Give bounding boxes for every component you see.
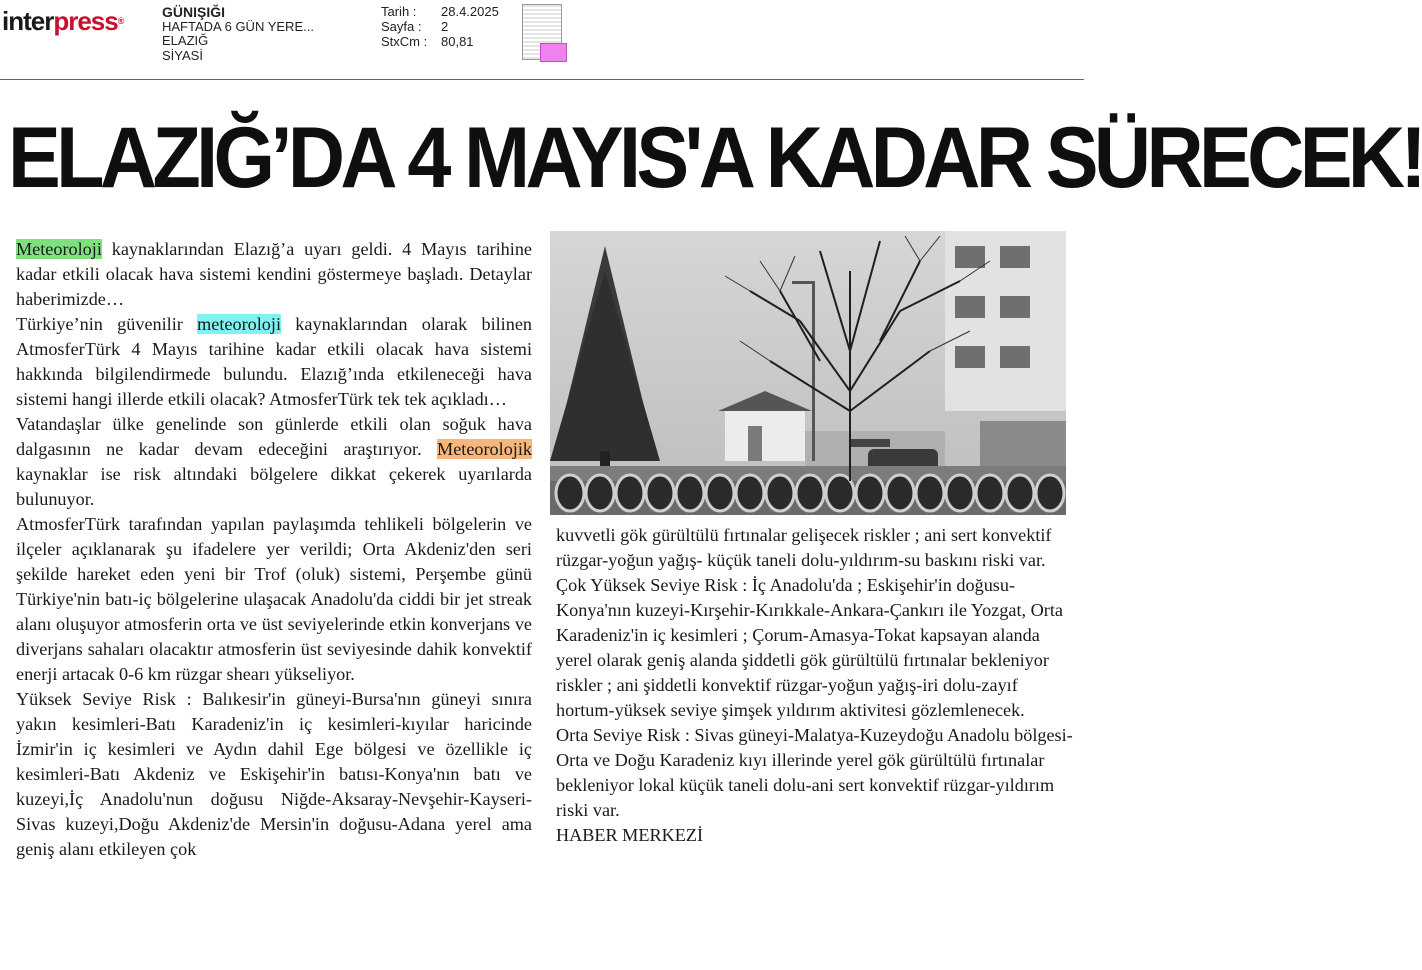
paragraph: kuvvetli gök gürültülü fırtınalar gelişecek riskler ; ani sert konvektif rüzgar-yoğun yağış- küçük taneli dolu-yıldırım-su baskını riski var. (556, 525, 1052, 570)
paragraph (16, 412, 532, 512)
article-right-column (556, 523, 1076, 848)
publication-category: SİYASİ (162, 47, 203, 63)
paragraph: Yüksek Seviye Risk : Balıkesir'in güneyi-Bursa'nın güneyi sınıra yakın kesimleri-Batı Karadeniz'in iç kesimleri-kıyılar haricinde İzmir'in iç kesimleri ve Aydın dahil Ege bölgesi ve özellikle iç kesimleri-Batı Akdeniz ve Eskişehir'in batısı-Konya'nın batı ve kuzeyi,İç Anadolu'nun doğusu Niğde-Aksaray-Nevşehir-Kayseri-Sivas kuzeyi,Doğu Akdeniz'de Mersin'in doğusu-Adana yerel ama geniş alanı etkileyen çok (16, 689, 532, 859)
thumbnail-article-marker (540, 43, 567, 62)
stxcm-label: StxCm : (381, 34, 428, 49)
highlighted-keyword: Meteorolojik (437, 439, 532, 459)
interpress-logo (2, 4, 123, 38)
paragraph: Çok Yüksek Seviye Risk : İç Anadolu'da ; Eskişehir'in doğusu-Konya'nın kuzeyi-Kırşehir-Kırıkkale-Ankara-Çankırı ile Yozgat, Orta Karadeniz'in iç kesimleri ; Çorum-Amasya-Tokat kapsayan alanda yerel olarak geniş alanda şiddetli gök gürültülü fırtınalar bekleniyor riskler ; ani şiddetli konvektif rüzgar-yoğun yağış-iri dolu-zayıf hortum-yüksek seviye şimşek yıldırım aktivitesi gözlemlenecek. (556, 575, 1063, 720)
paragraph-text: Vatandaşlar ülke genelinde son günlerde etkili olan soğuk hava dalgasının ne kadar devam edeceğini araştırıyor. (16, 414, 532, 459)
publication-name: GÜNIŞIĞI (162, 4, 226, 20)
page-thumbnail[interactable] (522, 4, 562, 60)
logo-text-inter: inter (2, 6, 54, 36)
header-divider (0, 79, 1084, 80)
article-byline: HABER MERKEZİ (556, 825, 704, 845)
paragraph: Orta Seviye Risk : Sivas güneyi-Malatya-Kuzeydoğu Anadolu bölgesi-Orta ve Doğu Karadeniz kıyı illerinde yerel gök gürültülü fırtınalar bekleniyor lokal küçük taneli dolu-ani sert konvektif rüzgar-yıldırım riski var. (556, 725, 1073, 820)
stxcm-row (381, 34, 499, 49)
publication-info (162, 5, 314, 63)
paragraph-text: kaynaklarından Elazığ’a uyarı geldi. 4 Mayıs tarihine kadar etkili olacak hava sistemi kendini göstermeye başladı. Detaylar haberimizde… (16, 239, 532, 309)
highlighted-keyword: meteoroloji (197, 314, 281, 334)
paragraph-text: kaynaklarından olarak bilinen AtmosferTürk 4 Mayıs tarihine kadar etkili olacak hava sistemi hakkında bilgilendirmede bulundu. Elazığ’ında etkileneceği hava sistemi hangi illerde etkili olacak? AtmosferTürk tek tek açıkladı… (16, 314, 532, 409)
publication-frequency: HAFTADA 6 GÜN YERE... (162, 18, 314, 34)
stxcm-value: 80,81 (441, 34, 474, 49)
logo-registered-mark: ® (117, 16, 124, 26)
paragraph-text: Türkiye’nin güvenilir (16, 314, 198, 334)
article-photo (550, 231, 1066, 515)
logo-text-press: press (53, 6, 118, 36)
page-value: 2 (441, 19, 449, 34)
page-row (381, 19, 499, 34)
highlighted-keyword: Meteoroloji (16, 239, 102, 259)
date-row (381, 4, 499, 19)
publication-city: ELAZIĞ (162, 33, 209, 48)
date-value: 28.4.2025 (441, 4, 499, 19)
article-headline: ELAZIĞ’DA 4 MAYIS'A KADAR SÜRECEK! (8, 110, 1422, 206)
date-label: Tarih : (381, 4, 417, 19)
street-scene-image (550, 231, 1066, 515)
paragraph: AtmosferTürk tarafından yapılan paylaşımda tehlikeli bölgelerin ve ilçeler açıklanarak şu ifadelere yer verildi; Orta Akdeniz'den seri şekilde hareket eden yeni bir Trof (oluk) sistemi, Perşembe günü Türkiye'nin batı-iç bölgelerine ulaşacak Anadolu'da ciddi bir jet streak alanı oluşuyor atmosferin orta ve üst seviyelerinde etkin konverjans ve diverjans sahaları olacaktır atmosferin üst seviyesinde dahik konvektif enerji artacak 0-6 km rüzgar shearı yükseliyor. (16, 514, 532, 684)
paragraph-text: kaynaklar ise risk altındaki bölgelere dikkat çekerek uyarılarda bulunuyor. (16, 464, 532, 509)
article-left-column (16, 237, 532, 862)
clipping-meta (381, 4, 499, 49)
paragraph (16, 237, 532, 312)
page-label: Sayfa : (381, 19, 422, 34)
paragraph (16, 312, 532, 412)
